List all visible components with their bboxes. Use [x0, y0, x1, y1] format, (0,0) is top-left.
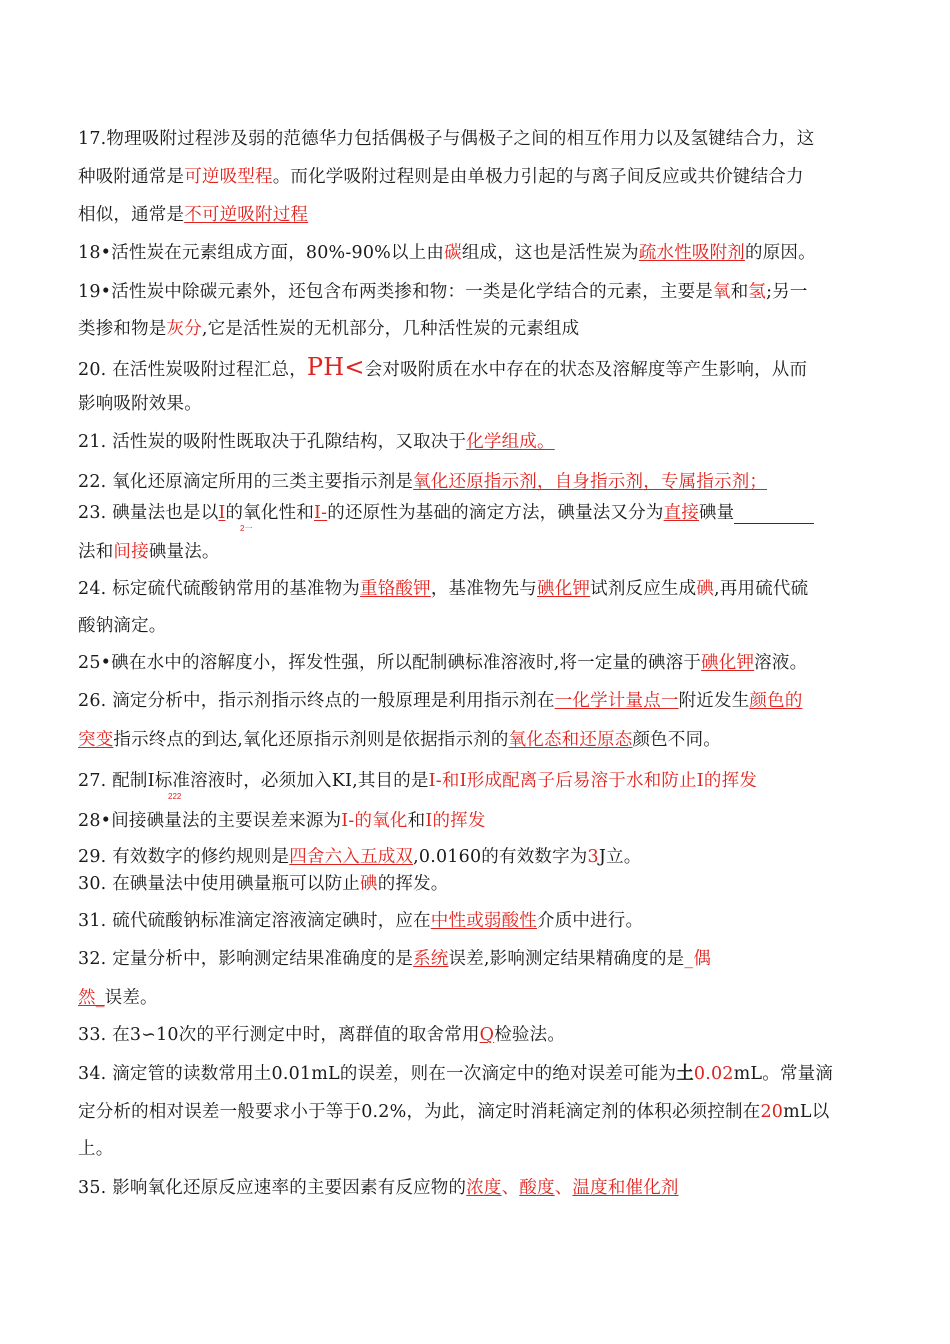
q33-line	[78, 1024, 565, 1046]
q32-line1	[78, 948, 711, 970]
answer: 重铬酸钾	[360, 579, 431, 599]
text: 碘量	[698, 503, 735, 523]
answer: 疏水性吸附剂	[638, 243, 746, 263]
q25-line	[78, 652, 807, 674]
text: ,它是活性炭的无机部分，几种活性炭的元素组成	[201, 319, 580, 339]
q28-line	[78, 810, 486, 832]
answer: 碳	[444, 243, 462, 263]
answer: 0.02	[693, 1064, 734, 1084]
q30-line	[78, 873, 449, 895]
q19-line2	[78, 318, 579, 340]
answer: 20	[760, 1102, 784, 1122]
text: 31. 硫代硫酸钠标准滴定溶液滴定碘时，应在	[78, 911, 431, 931]
text: 和	[407, 811, 426, 831]
text: J立。	[598, 847, 642, 867]
text: 20. 在活性炭吸附过程汇总，	[78, 360, 307, 380]
text: mL以	[783, 1102, 830, 1122]
text: 种吸附通常是	[78, 167, 185, 187]
answer: 酸度	[519, 1178, 555, 1198]
q22-line	[78, 471, 767, 493]
subscript: 222	[168, 792, 182, 801]
text: 误差,影响测定结果精确度的是	[448, 949, 685, 969]
text: 25•碘在水中的溶解度小，挥发性强，所以配制碘标准溶液时,将一定量的碘溶于	[78, 653, 702, 673]
q32-line2	[78, 987, 158, 1009]
q24-line1	[78, 578, 808, 600]
q19-line1	[78, 281, 808, 303]
answer: I的挥发	[425, 811, 486, 831]
answer: 间接	[113, 542, 149, 562]
text: 颜色不同。	[632, 730, 721, 750]
answer: 氧化还原指示剂，自身指示剂，专属指示剂；	[413, 472, 768, 492]
q34-line3	[78, 1138, 113, 1160]
answer: 不可逆吸附过程	[184, 205, 309, 225]
text: 29. 有效数字的修约规则是	[78, 847, 290, 867]
q23-line2	[78, 541, 220, 563]
answer: 可逆吸型程	[184, 167, 273, 187]
answer: _偶	[684, 949, 712, 969]
text: 碘量法。	[148, 542, 220, 562]
text: ;另一	[766, 282, 808, 302]
answer: I	[218, 503, 226, 523]
text: 18•活性炭在元素组成方面，80%-90%以上由	[78, 243, 445, 263]
text: 影响吸附效果。	[78, 394, 202, 414]
q26-line1	[78, 690, 803, 712]
answer: 四舍六入五成双	[289, 847, 414, 867]
q17-line2	[78, 166, 804, 188]
text: 介质中进行。	[537, 911, 644, 931]
subscript: 2一	[240, 524, 253, 533]
answer: 氧化态和还原态	[508, 730, 633, 750]
answer: 碘化钾	[701, 653, 755, 673]
text: 27. 配制I标准溶液时，必须加入KI,其目的是	[78, 771, 429, 791]
answer: I-	[314, 503, 328, 523]
text: 的原因。	[745, 243, 816, 263]
answer: 一化学计量点一	[554, 691, 679, 711]
blank-line	[734, 523, 814, 524]
text: 试剂反应生成	[590, 579, 697, 599]
text: 溶液。	[754, 653, 808, 673]
text: mL。常量滴	[733, 1064, 834, 1084]
text: 指示终点的到达,氧化还原指示剂则是依据指示剂的	[113, 730, 509, 750]
q34-line2	[78, 1101, 829, 1123]
text: ,再用硫代硫	[714, 579, 809, 599]
answer: 碘化钾	[537, 579, 591, 599]
q26-line2	[78, 729, 721, 751]
text: 检验法。	[494, 1025, 566, 1045]
text: 会对吸附质在水中存在的状态及溶解度等产生影响，从而	[364, 360, 808, 380]
answer: I-的氧化	[341, 811, 408, 831]
answer: 颜色的	[749, 691, 803, 711]
q29-line	[78, 846, 641, 868]
text: 的还原性为基础的滴定方法，碘量法又分为	[327, 503, 664, 523]
text: 32. 定量分析中，影响测定结果准确度的是	[78, 949, 414, 969]
text: 34. 滴定管的读数常用土0.01mL的误差，则在一次滴定中的绝对误差可能为	[78, 1064, 677, 1084]
answer: 直接	[663, 503, 699, 523]
text: 上。	[78, 1139, 114, 1159]
text: 和	[730, 282, 749, 302]
text: 21. 活性炭的吸附性既取决于孔隙结构，又取决于	[78, 432, 467, 452]
text: 。而化学吸附过程则是由单极力引起的与离子间反应或共价键结合力	[272, 167, 804, 187]
q21-line	[78, 431, 555, 453]
q35-line	[78, 1177, 679, 1199]
q18-line	[78, 242, 816, 264]
text: 17.物理吸附过程涉及弱的范德华力包括偶极子与偶极子之间的相互作用力以及氢键结合力，这	[78, 129, 815, 149]
answer: 中性或弱酸性	[430, 911, 537, 931]
answer: 、	[554, 1178, 573, 1198]
answer: 防止I的挥发	[661, 771, 758, 791]
text: 的挥发。	[377, 874, 449, 894]
text: 24. 标定硫代硫酸钠常用的基准物为	[78, 579, 360, 599]
text: 28•间接碘量法的主要误差来源为	[78, 811, 342, 831]
answer: 化学组成。	[466, 432, 555, 452]
q31-line	[78, 910, 643, 932]
q17-line3	[78, 204, 308, 226]
answer: 突变	[78, 730, 114, 750]
text: 定分析的相对误差一般要求小于等于0.2%，为此，滴定时消耗滴定剂的体积必须控制在	[78, 1102, 761, 1122]
text: 33. 在3∽10次的平行测定中时，离群值的取舍常用	[78, 1025, 480, 1045]
text: 23. 碘量法也是以	[78, 503, 219, 523]
text: 组成，这也是活性炭为	[461, 243, 639, 263]
text: 的氧化性和	[225, 503, 315, 523]
answer: 氧	[713, 282, 731, 302]
answer: I-和I形成配离子后易溶于水和	[428, 771, 662, 791]
answer: 3	[587, 847, 599, 867]
q27-line	[78, 770, 757, 792]
answer: 灰分	[166, 319, 202, 339]
answer: 系统	[413, 949, 449, 969]
q23-line1	[78, 502, 814, 524]
text: 类掺和物是	[78, 319, 167, 339]
answer: 然_	[78, 988, 105, 1008]
answer: PH<	[306, 353, 365, 381]
text: ，基准物先与	[430, 579, 538, 599]
q20-line2	[78, 393, 202, 415]
answer: Q	[479, 1025, 495, 1045]
q34-line1	[78, 1063, 833, 1085]
text: 附近发生	[678, 691, 750, 711]
text: 26. 滴定分析中，指示剂指示终点的一般原理是利用指示剂在	[78, 691, 555, 711]
answer: 浓度	[466, 1178, 502, 1198]
text: 酸钠滴定。	[78, 616, 167, 636]
text: 法和	[78, 542, 114, 562]
q24-line2	[78, 615, 167, 637]
text: 土	[676, 1064, 694, 1084]
text: 35. 影响氧化还原反应速率的主要因素有反应物的	[78, 1178, 467, 1198]
text: 相似，通常是	[78, 205, 185, 225]
answer: 、	[501, 1178, 520, 1198]
text: 30. 在碘量法中使用碘量瓶可以防止	[78, 874, 360, 894]
text: 22. 氧化还原滴定所用的三类主要指示剂是	[78, 472, 414, 492]
q17-line1	[78, 128, 814, 150]
text: 19•活性炭中除碳元素外，还包含布两类掺和物：一类是化学结合的元素，主要是	[78, 282, 713, 302]
answer: 碘	[696, 579, 715, 599]
answer: 碘	[360, 874, 378, 894]
text: ,0.0160的有效数字为	[413, 847, 588, 867]
answer: 氢	[748, 282, 767, 302]
text: 误差。	[104, 988, 158, 1008]
q20-line1	[78, 353, 808, 381]
answer: 温度和催化剂	[572, 1178, 679, 1198]
